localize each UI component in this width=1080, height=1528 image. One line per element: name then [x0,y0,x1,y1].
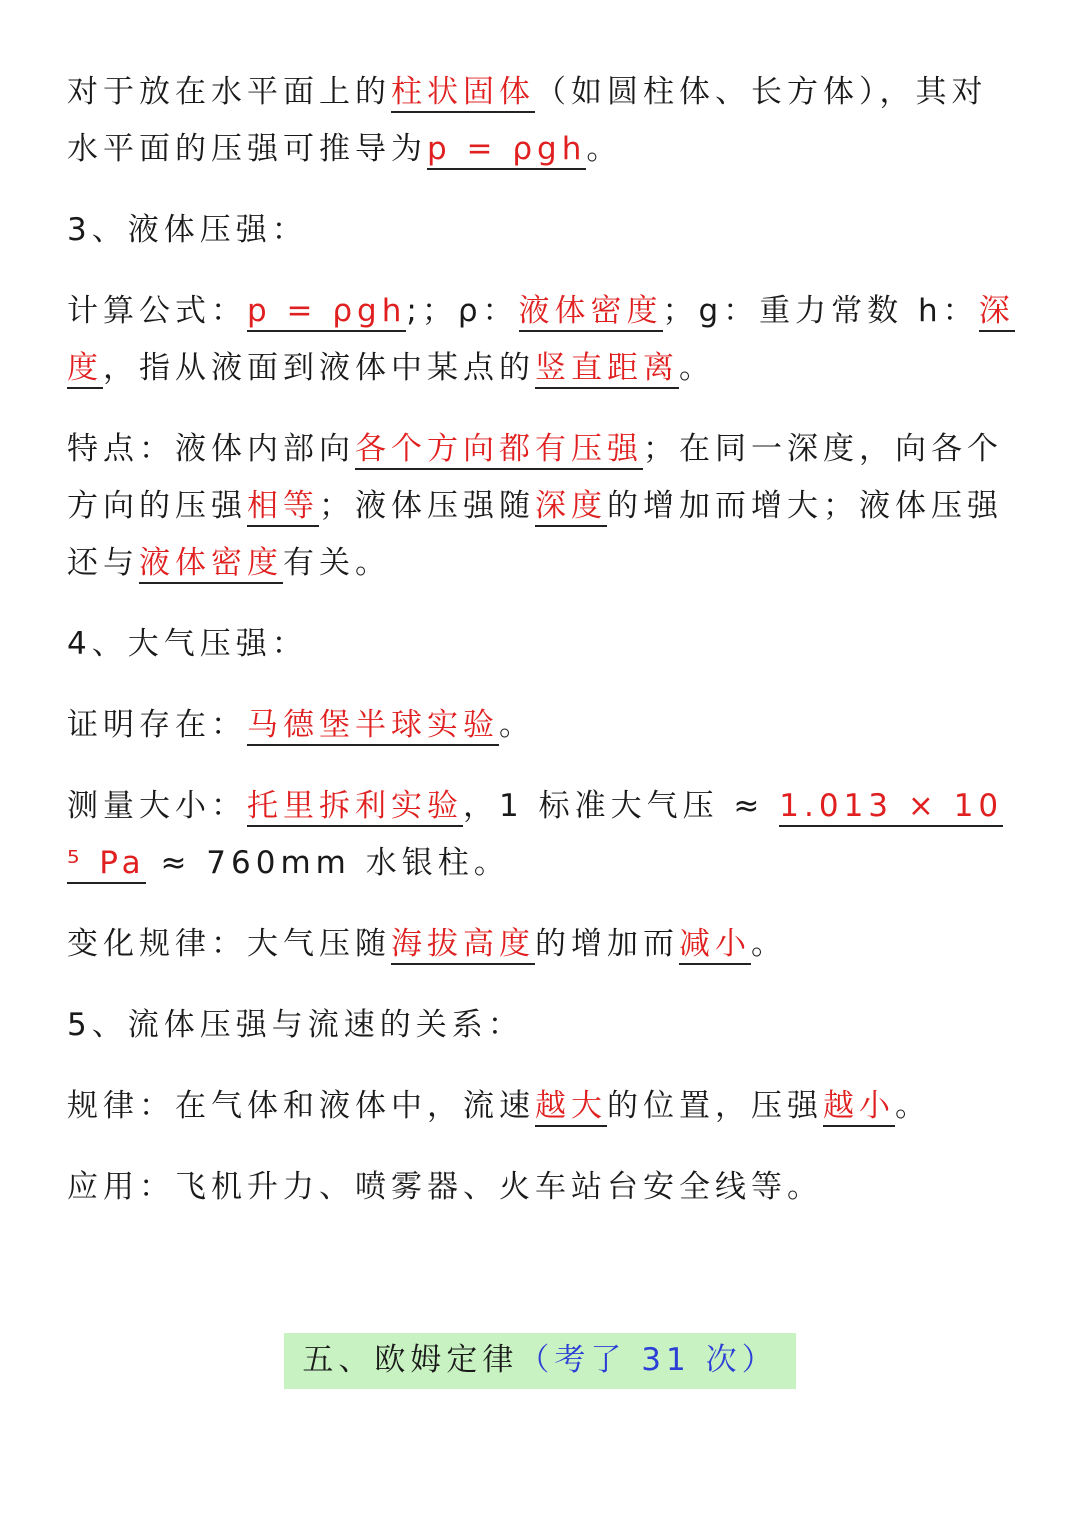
highlighted-term: 竖直距离 [535,350,679,389]
text-segment: 应用：飞机升力、喷雾器、火车站台安全线等。 [67,1169,823,1205]
text-segment: ，1 标准大气压 ≈ [463,788,780,824]
highlighted-term: 液体密度 [139,545,283,584]
text-segment: ；液体压强随 [319,488,535,524]
highlighted-term: 托里拆利实验 [247,788,463,827]
text-segment: 4、大气压强： [67,626,308,662]
highlighted-term: 液体密度 [519,293,663,332]
text-segment: 对于放在水平面上的 [67,74,391,110]
text-segment: ;；ρ： [406,293,519,329]
section-title-wrap [0,1333,1080,1389]
paragraph [67,283,1017,397]
text-segment: 的位置，压强 [607,1088,823,1124]
section-heading [67,202,1017,259]
highlighted-term: 1.013 × 10⁵ Pa [67,788,1003,884]
paragraph [67,1159,1017,1216]
text-segment: ；在同一深度，向各个方向的压强 [67,431,1003,524]
paragraph [67,778,1017,892]
paragraph [67,64,1017,178]
section-title-ohms-law [284,1333,795,1389]
highlighted-term: 相等 [247,488,319,527]
highlighted-term: 越大 [535,1088,607,1127]
paragraph [67,421,1017,592]
text-segment: 3、液体压强： [67,212,308,248]
highlighted-term: 减小 [679,926,751,965]
section-title-main: 五、欧姆定律 [302,1342,519,1378]
highlighted-term: 深度 [535,488,607,527]
highlighted-term: 马德堡半球实验 [247,707,499,746]
text-segment: 的增加而增大；液体压强还与 [67,488,1003,581]
text-segment: 特点：液体内部向 [67,431,355,467]
text-segment: 。 [586,131,623,167]
text-segment: ，指从液面到液体中某点的 [103,350,535,386]
text-segment: 证明存在： [67,707,247,743]
paragraph [67,1078,1017,1135]
highlighted-term: 各个方向都有压强 [355,431,643,470]
highlighted-term: 柱状固体 [391,74,535,113]
highlighted-term: p = ρgh [427,131,586,170]
paragraph [67,916,1017,973]
text-segment: 规律：在气体和液体中，流速 [67,1088,535,1124]
text-segment: 计算公式： [67,293,247,329]
section-title-exam-count: （考了 31 次） [518,1342,778,1378]
document-body [67,64,1017,1240]
text-segment: ；g：重力常数 h： [662,293,979,329]
text-segment: ≈ 760mm 水银柱。 [145,845,510,881]
highlighted-term: p = ρgh [247,293,406,332]
highlighted-term: 深度 [67,293,1015,389]
section-heading [67,997,1017,1054]
text-segment: （如圆柱体、长方体），其对水平面的压强可推导为 [67,74,988,167]
text-segment: 变化规律：大气压随 [67,926,391,962]
text-segment: 。 [751,926,787,962]
text-segment: 的增加而 [535,926,679,962]
text-segment: 测量大小： [67,788,247,824]
text-segment: 。 [499,707,535,743]
text-segment: 。 [679,350,715,386]
text-segment: 5、流体压强与流速的关系： [67,1007,524,1043]
section-heading [67,616,1017,673]
highlighted-term: 越小 [823,1088,895,1127]
paragraph [67,697,1017,754]
text-segment: 有关。 [283,545,391,581]
text-segment: 。 [895,1088,931,1124]
highlighted-term: 海拔高度 [391,926,535,965]
